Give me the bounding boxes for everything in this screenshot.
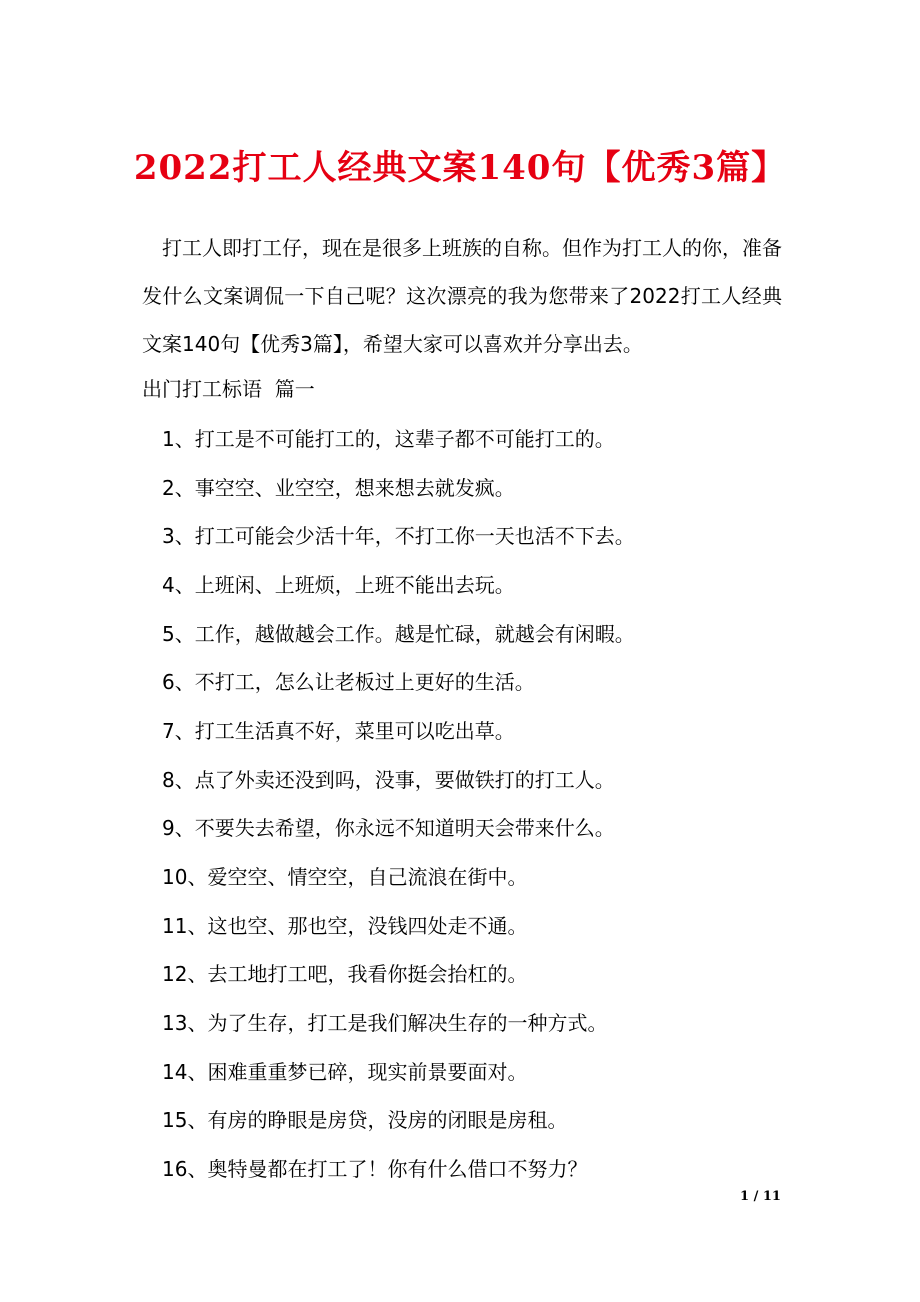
list-item: 3、打工可能会少活十年，不打工你一天也活不下去。 — [162, 524, 635, 549]
list-item: 5、工作，越做越会工作。越是忙碌，就越会有闲暇。 — [162, 621, 635, 646]
list-item: 8、点了外卖还没到吗，没事，要做铁打的打工人。 — [162, 767, 615, 792]
slogan-list — [162, 415, 635, 1194]
page-number: 1 / 11 — [740, 1189, 781, 1204]
list-item: 14、困难重重梦已碎，现实前景要面对。 — [162, 1059, 528, 1084]
intro-paragraph: 打工人即打工仔，现在是很多上班族的自称。但作为打工人的你，准备发什么文案调侃一下自己呢？这次漂亮的我为您带来了2022打工人经典文案140句【优秀3篇】，希望大家可以喜欢并分享出去。 — [142, 236, 782, 356]
list-item: 9、不要失去希望，你永远不知道明天会带来什么。 — [162, 816, 615, 841]
list-item: 2、事空空、业空空，想来想去就发疯。 — [162, 475, 515, 500]
list-item: 13、为了生存，打工是我们解决生存的一种方式。 — [162, 1010, 608, 1035]
list-item: 7、打工生活真不好，菜里可以吃出草。 — [162, 718, 515, 743]
document-title: 2022打工人经典文案140句【优秀3篇】 — [133, 148, 787, 188]
list-item: 11、这也空、那也空，没钱四处走不通。 — [162, 913, 528, 938]
list-item: 10、爱空空、情空空，自己流浪在街中。 — [162, 864, 528, 889]
list-item: 15、有房的睁眼是房贷，没房的闭眼是房租。 — [162, 1108, 568, 1133]
list-item: 12、去工地打工吧，我看你挺会抬杠的。 — [162, 962, 528, 987]
list-item: 6、不打工，怎么让老板过上更好的生活。 — [162, 670, 535, 695]
section-heading: 出门打工标语 篇一 — [142, 377, 315, 401]
list-item: 1、打工是不可能打工的，这辈子都不可能打工的。 — [162, 427, 615, 451]
list-item: 16、奥特曼都在打工了！你有什么借口不努力？ — [162, 1156, 588, 1181]
list-item: 4、上班闲、上班烦，上班不能出去玩。 — [162, 572, 515, 597]
